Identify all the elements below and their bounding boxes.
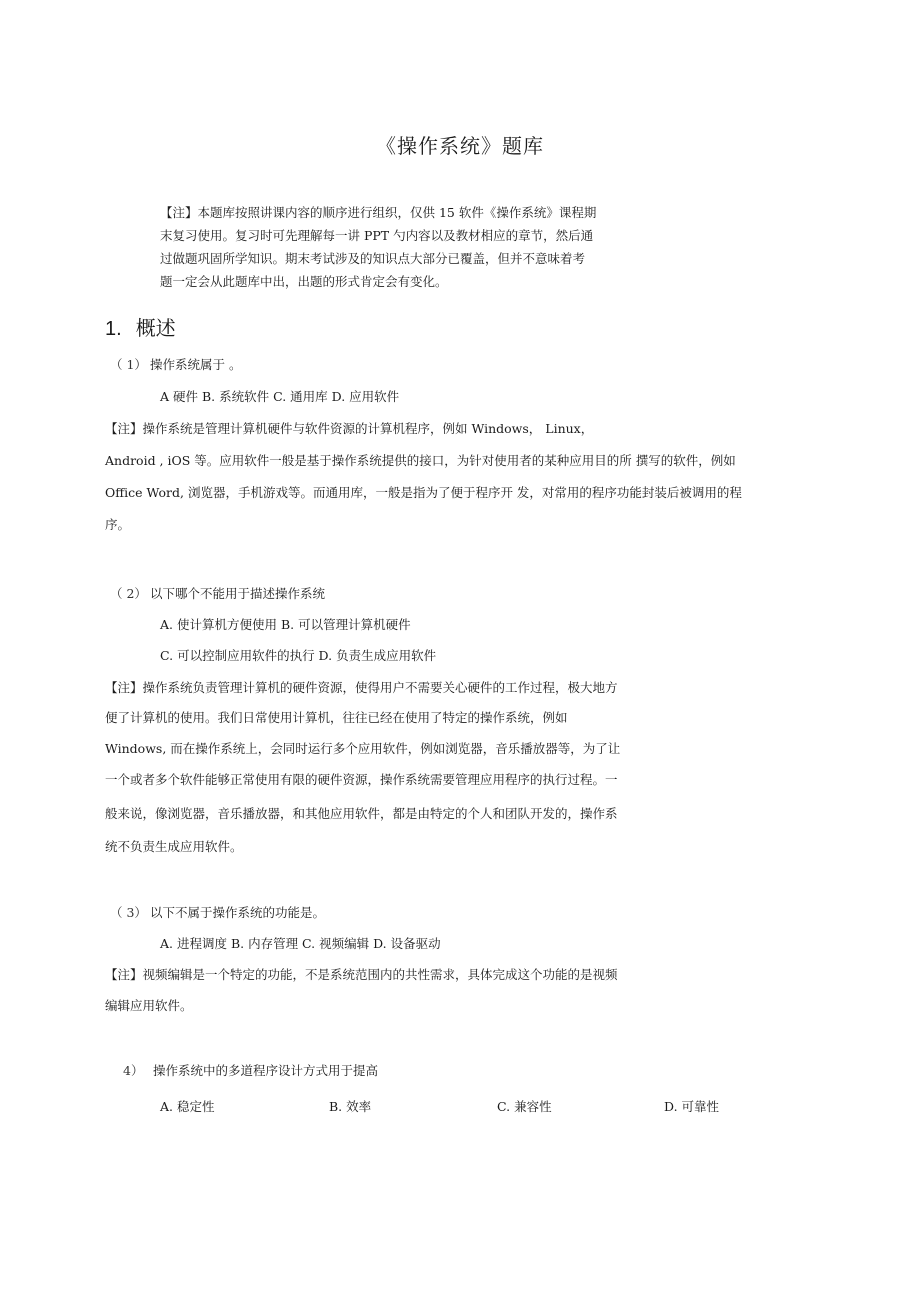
question-4: [123, 1061, 378, 1079]
note-line: Office Word, 浏览器，手机游戏等。而通用库，一般是指为了便于程序开 发，对常用的程序功能封装后被调用的程: [105, 485, 742, 500]
intro-line: 题一定会从此题库中出，出题的形式肯定会有变化。: [160, 274, 448, 289]
option-b: B. 效率: [329, 1099, 372, 1114]
note-line: 【注】视频编辑是一个特定的功能，不是系统范围内的共性需求，具体完成这个功能的是视频: [105, 967, 618, 982]
question-1-options: A 硬件 B. 系统软件 C. 通用库 D. 应用软件: [160, 389, 400, 404]
question-number: （ 3）: [110, 905, 147, 920]
note-line: 编辑应用软件。: [105, 998, 193, 1013]
question-2-options: A. 使计算机方便使用 B. 可以管理计算机硬件: [160, 617, 411, 632]
option-c: C. 兼容性: [497, 1099, 552, 1114]
note-line: Windows, 而在操作系统上，会同时运行多个应用软件，例如浏览器，音乐播放器等，为了让: [105, 741, 621, 756]
question-number: （ 2）: [110, 586, 147, 601]
note-line: 般来说，像浏览器，音乐播放器，和其他应用软件，都是由特定的个人和团队开发的，操作系: [105, 806, 618, 821]
question-stem: 以下哪个不能用于描述操作系统: [150, 586, 326, 601]
option-a: A. 稳定性: [160, 1099, 215, 1114]
document-title: 《操作系统》题库: [376, 134, 544, 158]
section-title: 概述: [135, 316, 176, 340]
question-number: 4）: [123, 1063, 144, 1078]
question-3: [110, 903, 325, 921]
question-stem: 操作系统属于 。: [150, 357, 242, 372]
question-stem: 操作系统中的多道程序设计方式用于提高: [153, 1063, 379, 1078]
note-line: 一个或者多个软件能够正常使用有限的硬件资源，操作系统需要管理应用程序的执行过程。一: [105, 772, 618, 787]
note-line: 统不负责生成应用软件。: [105, 839, 243, 854]
intro-line: 【注】本题库按照讲课内容的顺序进行组织，仅供 15 软件《操作系统》课程期: [160, 205, 597, 220]
section-number: 1.: [105, 318, 122, 340]
question-2: [110, 584, 325, 602]
note-line: Android , iOS 等。应用软件一般是基于操作系统提供的接口，为针对使用者的某种应用目的所 撰写的软件，例如: [105, 453, 736, 468]
note-line: 【注】操作系统负责管理计算机的硬件资源，使得用户不需要关心硬件的工作过程，极大地方: [105, 680, 618, 695]
question-1: [110, 355, 241, 373]
option-d: D. 可靠性: [664, 1099, 720, 1114]
question-number: （ 1）: [110, 357, 147, 372]
note-line: 【注】操作系统是管理计算机硬件与软件资源的计算机程序，例如 Windows， Linux，: [105, 421, 594, 436]
section-heading: [105, 312, 176, 341]
note-line: 序。: [105, 517, 131, 532]
note-line: 便了计算机的使用。我们日常使用计算机，往往已经在使用了特定的操作系统，例如: [105, 710, 568, 725]
intro-line: 过做题巩固所学知识。期末考试涉及的知识点大部分已覆盖，但并不意味着考: [160, 251, 586, 266]
question-2-options: C. 可以控制应用软件的执行 D. 负责生成应用软件: [160, 648, 437, 663]
question-3-options: A. 进程调度 B. 内存管理 C. 视频编辑 D. 设备驱动: [160, 936, 441, 951]
question-stem: 以下不属于操作系统的功能是。: [150, 905, 326, 920]
intro-note: [160, 201, 640, 293]
intro-line: 末复习使用。复习时可先理解每一讲 PPT 勺内容以及教材相应的章节，然后通: [160, 228, 594, 243]
